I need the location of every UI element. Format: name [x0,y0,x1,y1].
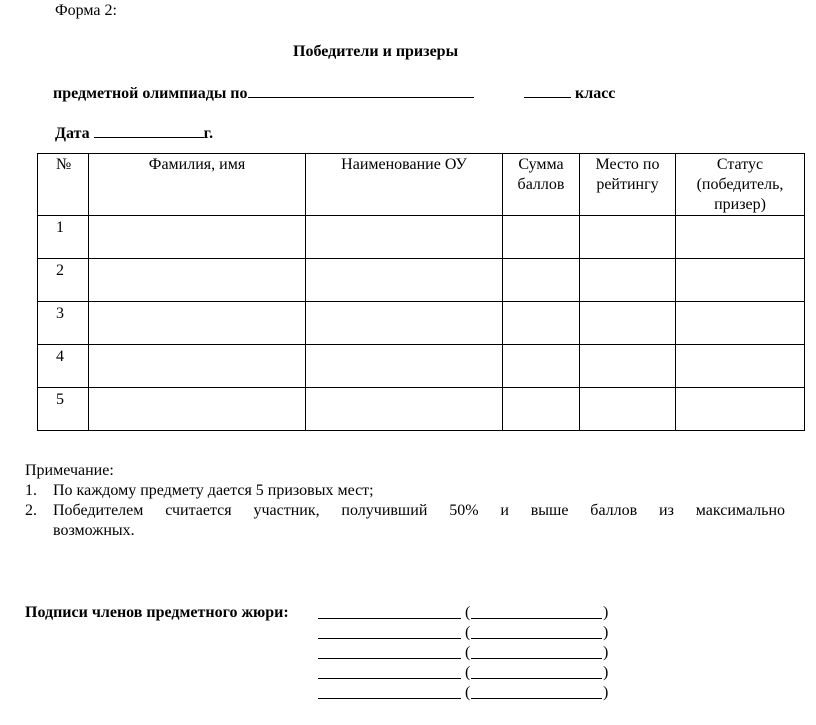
cell-school [306,302,503,345]
subtitle-text: предметной олимпиады по [53,85,248,102]
header-school: Наименование ОУ [306,154,503,216]
cell-rank [580,302,676,345]
note-text: По каждому предмету дается 5 призовых мест; [53,482,374,499]
date-blank [94,123,204,138]
signature-line [318,618,461,619]
notes-section [25,461,785,541]
cell-name [89,302,306,345]
row-number: 4 [38,345,89,388]
cell-score [503,216,580,259]
note-text-line2: возможных. [53,522,135,539]
header-status: Статус (победитель, призер) [676,154,805,216]
winners-table [37,153,805,431]
cell-status [676,302,805,345]
cell-rank [580,388,676,431]
cell-status [676,259,805,302]
signature-line [318,658,461,659]
date-label: Дата [55,125,90,142]
signature-name-line [471,638,602,639]
cell-name [89,259,306,302]
signature-line [318,678,461,679]
signature-name-open: ( [465,684,471,701]
note-item [25,481,785,501]
subtitle-line [53,83,474,103]
signature-name-close: ) [603,604,609,621]
cell-school [306,259,503,302]
signature-name-open: ( [465,664,471,681]
signature-name-close: ) [603,624,609,641]
cell-school [306,388,503,431]
header-score: Сумма баллов [503,154,580,216]
note-item [25,501,785,541]
class-blank [524,83,571,98]
page-title: Победители и призеры [293,43,459,60]
date-line [55,123,213,143]
row-number: 5 [38,388,89,431]
cell-school [306,345,503,388]
class-label: класс [575,85,616,102]
signature-line [318,638,461,639]
row-number: 1 [38,216,89,259]
cell-status [676,345,805,388]
cell-name [89,216,306,259]
signature-name-close: ) [603,664,609,681]
signature-name-line [471,678,602,679]
signature-name-close: ) [603,684,609,701]
cell-name [89,388,306,431]
table-row [38,259,805,302]
note-number: 2. [25,502,37,519]
cell-name [89,345,306,388]
signature-name-open: ( [465,624,471,641]
cell-status [676,216,805,259]
cell-score [503,259,580,302]
cell-school [306,216,503,259]
table-row [38,216,805,259]
signature-name-open: ( [465,604,471,621]
header-number: № [38,154,89,216]
signature-name-line [471,698,602,699]
row-number: 3 [38,302,89,345]
signature-name-close: ) [603,644,609,661]
signature-name-line [471,618,602,619]
header-name: Фамилия, имя [89,154,306,216]
header-rank: Место по рейтингу [580,154,676,216]
cell-score [503,388,580,431]
form-label: Форма 2: [55,2,117,19]
cell-rank [580,345,676,388]
note-number: 1. [25,482,37,499]
table-row [38,302,805,345]
date-suffix: г. [203,125,214,142]
cell-status [676,388,805,431]
signatures-label: Подписи членов предметного жюри: [25,604,289,621]
cell-score [503,302,580,345]
signature-name-open: ( [465,644,471,661]
cell-score [503,345,580,388]
table-row [38,345,805,388]
class-line [524,83,615,103]
note-text-line1: Победителем считается участник, получивший 50% и выше баллов из максимально [53,502,785,519]
cell-rank [580,216,676,259]
row-number: 2 [38,259,89,302]
notes-heading: Примечание: [25,462,114,479]
subject-blank [248,83,474,98]
signature-name-line [471,658,602,659]
cell-rank [580,259,676,302]
table-row [38,388,805,431]
signature-line [318,698,461,699]
table-header-row [38,154,805,216]
